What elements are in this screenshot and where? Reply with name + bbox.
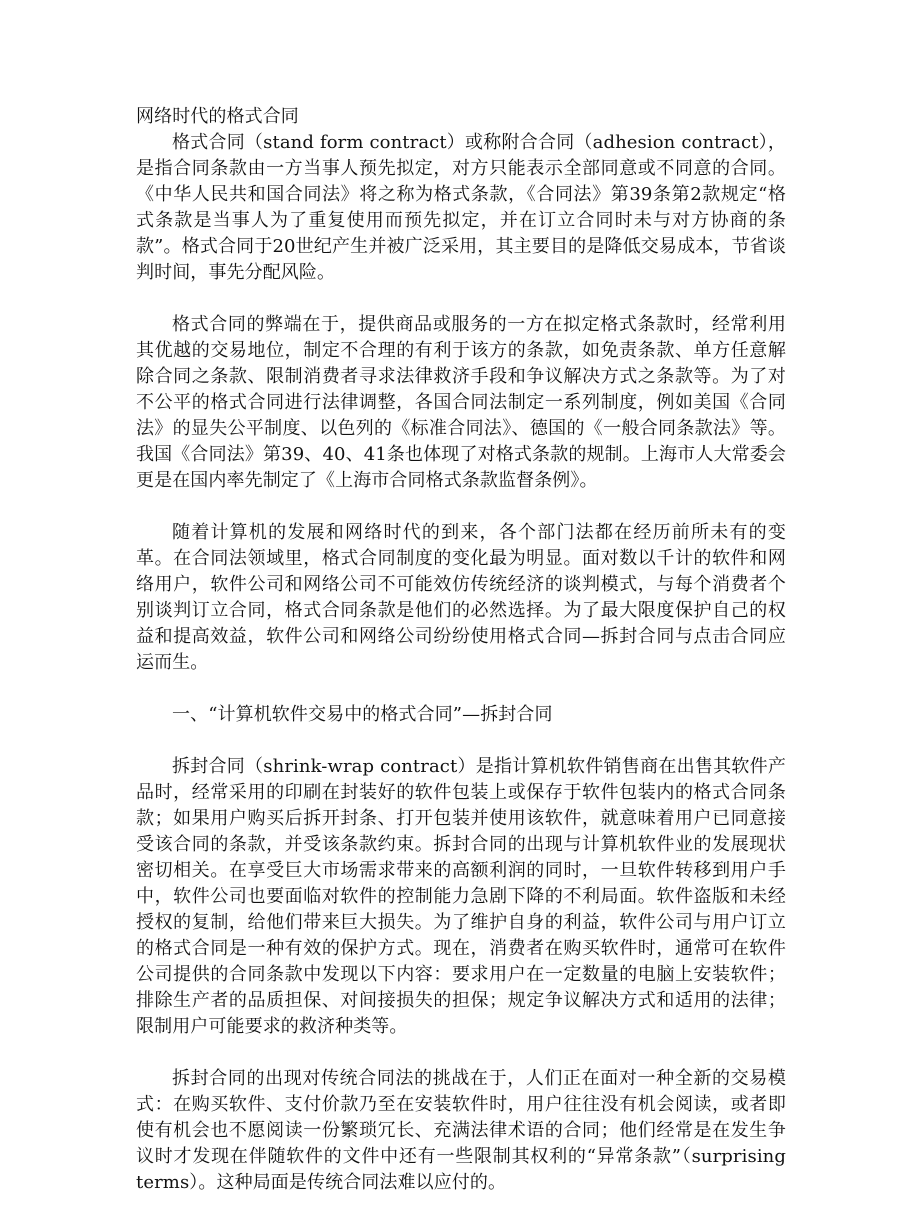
paragraph-1: 格式合同（stand form contract）或称附合合同（adhesion contract），是指合同条款由一方当事人预先拟定，对方只能表示全部同意或不同意的合同。《中华人民共和国合同法》将之称为格式条款，《合同法》第39条第2款规定“格式条款是当事人为了重复使用而预先拟定，并在订立合同时未与对方协商的条款”。格式合同于20世纪产生并被广泛采用，其主要目的是降低交易成本，节省谈判时间，事先分配风险。 [136,132,786,283]
section-paragraph-1: 拆封合同（shrink-wrap contract）是指计算机软件销售商在出售其软件产品时，经常采用的印刷在封装好的软件包装上或保存于软件包装内的格式合同条款；如果用户购买后拆开封条、打开包装并使用该软件，就意味着用户已同意接受该合同的条款，并受该条款约束。拆封合同的出现与计算机软件业的发展现状密切相关。在享受巨大市场需求带来的高额利润的同时，一旦软件转移到用户手中，软件公司也要面临对软件的控制能力急剧下降的不利局面。软件盗版和未经授权的复制，给他们带来巨大损失。为了维护自身的利益，软件公司与用户订立的格式合同是一种有效的保护方式。现在，消费者在购买软件时，通常可在软件公司提供的合同条款中发现以下内容：要求用户在一定数量的电脑上安装软件；排除生产者的品质担保、对间接损失的担保；规定争议解决方式和适用的法律；限制用户可能要求的救济种类等。 [136,756,786,1037]
section-heading: 一、“计算机软件交易中的格式合同”—拆封合同 [172,704,553,725]
section-paragraph-2: 拆封合同的出现对传统合同法的挑战在于，人们正在面对一种全新的交易模式：在购买软件、支付价款乃至在安装软件时，用户往往没有机会阅读，或者即使有机会也不愿阅读一份繁琐冗长、充满法律术语的合同；他们经常是在发生争议时才发现在伴随软件的文件中还有一些限制其权利的“异常条款”（surprising terms）。这种局面是传统合同法难以应付的。 [136,1068,786,1193]
paragraph-2: 格式合同的弊端在于，提供商品或服务的一方在拟定格式条款时，经常利用其优越的交易地位，制定不合理的有利于该方的条款，如免责条款、单方任意解除合同之条款、限制消费者寻求法律救济手段和争议解决方式之条款等。为了对不公平的格式合同进行法律调整，各国合同法制定一系列制度，例如美国《合同法》的显失公平制度、以色列的《标准合同法》、德国的《一般合同条款法》等。我国《合同法》第39、40、41条也体现了对格式条款的规制。上海市人大常委会更是在国内率先制定了《上海市合同格式条款监督条例》。 [136,314,786,491]
document-title: 网络时代的格式合同 [136,106,299,127]
paragraph-3: 随着计算机的发展和网络时代的到来，各个部门法都在经历前所未有的变革。在合同法领域里，格式合同制度的变化最为明显。面对数以千计的软件和网络用户，软件公司和网络公司不可能效仿传统经济的谈判模式，与每个消费者个别谈判订立合同，格式合同条款是他们的必然选择。为了最大限度保护自己的权益和提高效益，软件公司和网络公司纷纷使用格式合同—拆封合同与点击合同应运而生。 [136,522,786,673]
document-page [136,104,786,1222]
